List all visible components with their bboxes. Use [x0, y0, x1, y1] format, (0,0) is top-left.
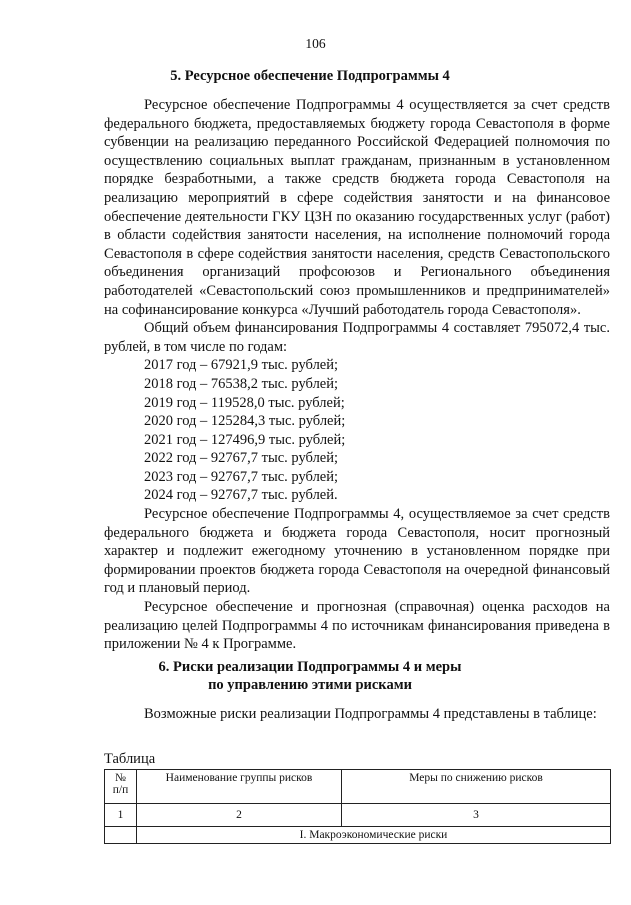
header-risk-group-cell: Наименование группы рисков [137, 770, 342, 804]
section-6-body [104, 705, 610, 724]
year-line: 2019 год – 119528,0 тыс. рублей; [144, 394, 345, 411]
section-row-empty-cell [105, 827, 137, 844]
year-line: 2020 год – 125284,3 тыс. рублей; [144, 413, 346, 430]
risks-table [104, 769, 611, 844]
page-number: 106 [305, 36, 326, 51]
column-number-2: 2 [137, 804, 342, 827]
header-number-line-1: № [115, 772, 126, 784]
section-5-paragraph-4: Ресурсное обеспечение и прогнозная (справочная) оценка расходов на реализацию целей Подпрограммы 4 по источникам финансирования приведена в приложении № 4 к Программе. [104, 599, 610, 653]
section-6-paragraph-1: Возможные риски реализации Подпрограммы 4 представлены в таблице: [144, 706, 597, 722]
section-5-paragraph-1: Ресурсное обеспечение Подпрограммы 4 осуществляется за счет средств федерального бюджета, предоставляемых бюджету города Севастополя в форме субвенции на реализацию переданного Российской Федерацией полномочия по осуществлению социальных выплат гражданам, признанным в установленном порядке безработными, а также средств бюджета города Севастополя на реализацию мероприятий в сфере содействия занятости и на финансовое обеспечение деятельности ГКУ ЦЗН по оказанию государственных услуг (работ) в области содействия занятости населения, на исполнение полномочий города Севастополя в сфере содействия занятости населения, средств Севастопольского объединения организаций профсоюзов и Регионального объединения работодателей «Севастопольский союз промышленников и предпринимателей» на софинансирование конкурса «Лучший работодатель города Севастополя». [104, 97, 610, 318]
header-measures-cell: Меры по снижению рисков [342, 770, 611, 804]
section-6-title [104, 658, 516, 694]
column-number-1: 1 [105, 804, 137, 827]
year-line: 2024 год – 92767,7 тыс. рублей. [144, 487, 338, 504]
section-6-title-line-2: по управлению этими рисками [208, 677, 412, 693]
section-5-paragraph-2: Общий объем финансирования Подпрограммы 4 составляет 795072,4 тыс. рублей, в том числе по годам: [104, 320, 610, 355]
section-5-paragraph-3: Ресурсное обеспечение Подпрограммы 4, осуществляемое за счет средств федерального бюджета и бюджета города Севастополя, носит прогнозный характер и подлежит ежегодному уточнению в установленном порядке при формировании проектов бюджета города Севастополя на очередной финансовый год и плановый период. [104, 506, 610, 597]
year-line: 2022 год – 92767,7 тыс. рублей; [144, 450, 339, 467]
table-caption: Таблица [104, 751, 156, 767]
section-6-title-line-1: 6. Риски реализации Подпрограммы 4 и меры [158, 659, 462, 675]
section-5-title: 5. Ресурсное обеспечение Подпрограммы 4 [170, 68, 450, 84]
year-line: 2018 год – 76538,2 тыс. рублей; [144, 375, 339, 392]
section-5-body [104, 96, 610, 654]
year-line: 2017 год – 67921,9 тыс. рублей; [144, 357, 339, 374]
table-header-row [105, 770, 611, 804]
table-number-row [105, 804, 611, 827]
header-number-line-2: п/п [112, 784, 129, 796]
table-section-row [105, 827, 611, 844]
year-line: 2021 год – 127496,9 тыс. рублей; [144, 431, 346, 448]
section-row-title: I. Макроэкономические риски [137, 827, 611, 844]
column-number-3: 3 [342, 804, 611, 827]
header-number-cell [105, 770, 137, 804]
year-line: 2023 год – 92767,7 тыс. рублей; [144, 468, 339, 485]
